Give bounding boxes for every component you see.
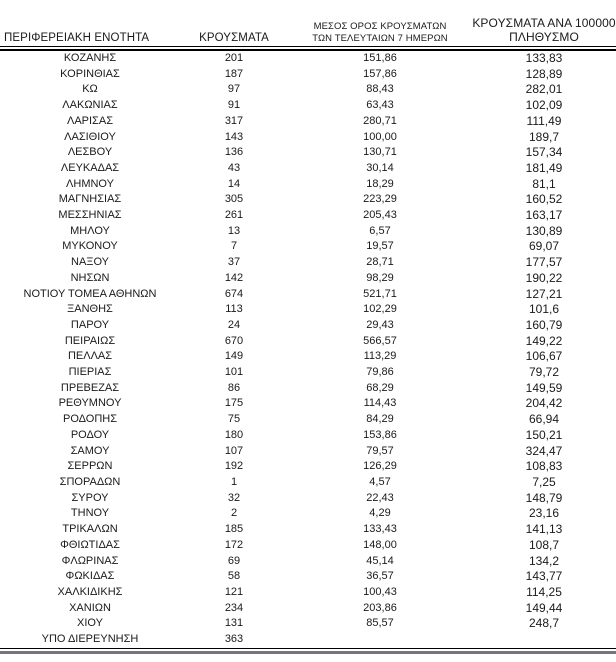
table-row xyxy=(0,50,616,67)
table-row xyxy=(0,459,616,475)
cell-region: ΦΩΚΙΔΑΣ xyxy=(65,570,115,583)
cell-avg7: 148,00 xyxy=(363,538,397,551)
cell-per100k: 106,67 xyxy=(525,349,563,364)
cell-per100k: 79,72 xyxy=(528,365,560,380)
cell-cases: 1 xyxy=(230,475,238,488)
cell-avg7: 113,29 xyxy=(363,350,397,363)
cell-region: ΡΟΔΟΠΗΣ xyxy=(62,413,118,426)
cell-region: ΣΕΡΡΩΝ xyxy=(67,460,113,473)
cell-avg7: 126,29 xyxy=(363,460,397,473)
cell-avg7: 566,57 xyxy=(363,334,397,347)
cell-per100k: 108,7 xyxy=(528,537,560,552)
cell-cases: 69 xyxy=(227,554,241,567)
cell-per100k: 204,42 xyxy=(525,396,563,411)
cell-avg7: 521,71 xyxy=(363,287,397,300)
col-header-cases: ΚΡΟΥΣΜΑΤΑ xyxy=(180,0,288,47)
table-row xyxy=(0,334,616,350)
cell-region: ΛΕΥΚΑΔΑΣ xyxy=(60,161,120,174)
table-row xyxy=(0,475,616,491)
cell-avg7: 100,43 xyxy=(363,585,397,598)
cell-per100k: 108,83 xyxy=(525,459,563,474)
cell-avg7 xyxy=(288,632,472,648)
cell-avg7: 100,00 xyxy=(363,130,397,143)
cell-region: ΠΕΛΛΑΣ xyxy=(67,350,113,363)
table-row xyxy=(0,145,616,161)
cell-avg7: 4,57 xyxy=(369,475,391,488)
cell-region: ΚΟΡΙΝΘΙΑΣ xyxy=(60,67,120,80)
cell-cases: 670 xyxy=(224,334,244,347)
cell-per100k: 149,22 xyxy=(525,333,563,348)
cell-cases: 674 xyxy=(224,287,244,300)
cell-avg7: 153,86 xyxy=(363,428,397,441)
cell-region: ΣΥΡΟΥ xyxy=(71,491,109,504)
cell-per100k: 114,25 xyxy=(526,584,562,599)
cell-avg7: 4,29 xyxy=(369,507,391,520)
table-row xyxy=(0,554,616,570)
cell-region: ΛΗΜΝΟΥ xyxy=(66,177,114,190)
cell-cases: 317 xyxy=(224,114,244,127)
table-row xyxy=(0,381,616,397)
cell-per100k: 190,22 xyxy=(525,270,563,285)
cell-region: ΡΕΘΥΜΝΟΥ xyxy=(58,397,122,410)
cell-cases: 101 xyxy=(224,366,244,379)
cell-region: ΧΑΛΚΙΔΙΚΗΣ xyxy=(57,585,123,598)
cell-per100k: 157,34 xyxy=(525,145,563,160)
cell-per100k: 66,94 xyxy=(528,412,560,427)
cell-per100k: 101,6 xyxy=(528,302,560,317)
table-row xyxy=(0,239,616,255)
cell-cases: 113 xyxy=(225,303,243,316)
table-row xyxy=(0,114,616,130)
cell-cases: 2 xyxy=(230,507,238,520)
cell-region: ΚΩ xyxy=(82,83,98,96)
table-row xyxy=(0,569,616,585)
cell-avg7: 45,14 xyxy=(366,554,394,567)
table-row xyxy=(0,161,616,177)
cell-avg7: 6,57 xyxy=(369,224,391,237)
cell-region: ΜΕΣΣΗΝΙΑΣ xyxy=(58,209,122,222)
cell-avg7: 79,86 xyxy=(366,366,394,379)
cell-cases: 97 xyxy=(227,83,241,96)
cell-region: ΛΑΣΙΘΙΟΥ xyxy=(64,130,116,143)
cell-per100k: 23,16 xyxy=(528,506,560,521)
cell-cases: 131 xyxy=(224,617,244,630)
cell-avg7: 203,86 xyxy=(363,601,397,614)
col-header-avg7 xyxy=(288,0,472,47)
cell-avg7: 18,29 xyxy=(366,177,394,190)
cell-avg7: 280,71 xyxy=(363,114,397,127)
cell-region: ΧΙΟΥ xyxy=(77,617,103,630)
cell-avg7: 19,57 xyxy=(366,240,394,253)
cell-cases: 192 xyxy=(224,460,244,473)
cell-per100k: 143,77 xyxy=(525,569,563,584)
table-row xyxy=(0,287,616,303)
cell-cases: 24 xyxy=(227,318,241,331)
cell-cases: 201 xyxy=(224,52,244,64)
cell-cases: 180 xyxy=(224,428,244,441)
cell-avg7: 130,71 xyxy=(363,146,397,159)
cell-avg7: 133,43 xyxy=(363,523,397,536)
table-row xyxy=(0,98,616,114)
cell-per100k: 69,07 xyxy=(528,239,560,254)
col-header-avg7-line2: ΤΩΝ ΤΕΛΕΥΤΑΙΩΝ 7 ΗΜΕΡΩΝ xyxy=(312,32,448,44)
table-row xyxy=(0,192,616,208)
cell-region: ΛΑΚΩΝΙΑΣ xyxy=(62,99,118,112)
cell-region: ΚΟΖΑΝΗΣ xyxy=(63,52,117,64)
cell-cases: 37 xyxy=(227,256,241,269)
col-header-per100k-line2: ΠΛΗΘΥΣΜΟ xyxy=(509,29,579,44)
table-row xyxy=(0,428,616,444)
cell-avg7: 85,57 xyxy=(366,617,394,630)
table-row xyxy=(0,491,616,507)
cell-per100k: 324,47 xyxy=(525,443,563,458)
table-row xyxy=(0,365,616,381)
cell-cases: 13 xyxy=(227,224,241,237)
cell-per100k: 149,59 xyxy=(525,380,563,395)
cell-region: ΥΠΟ ΔΙΕΡΕΥΝΗΣΗ xyxy=(0,632,180,648)
table-row xyxy=(0,538,616,554)
cell-avg7: 79,57 xyxy=(366,444,394,457)
cell-cases: 305 xyxy=(224,193,244,206)
cell-avg7: 223,29 xyxy=(363,193,397,206)
cell-per100k: 177,57 xyxy=(525,255,563,270)
col-header-region: ΠΕΡΙΦΕΡΕΙΑΚΗ ΕΝΟΤΗΤΑ xyxy=(0,0,180,47)
cell-per100k: 111,49 xyxy=(526,113,562,128)
cell-per100k: 102,09 xyxy=(525,98,563,113)
col-header-avg7-line1: ΜΕΣΟΣ ΟΡΟΣ ΚΡΟΥΣΜΑΤΩΝ xyxy=(313,21,447,32)
cell-per100k: 160,79 xyxy=(525,317,563,332)
cell-cases: 32 xyxy=(227,491,241,504)
cell-region: ΤΗΝΟΥ xyxy=(70,507,110,520)
cell-cases: 172 xyxy=(224,538,244,551)
col-header-per100k xyxy=(472,0,616,47)
cell-region: ΜΥΚΟΝΟΥ xyxy=(62,240,118,253)
cell-per100k: 141,13 xyxy=(525,522,563,537)
table-row xyxy=(0,271,616,287)
cell-per100k: 149,44 xyxy=(525,600,563,615)
cell-cases: 91 xyxy=(227,99,241,112)
cell-per100k: 7,25 xyxy=(532,474,556,489)
cell-cases: 86 xyxy=(227,381,241,394)
table-footer xyxy=(0,648,616,652)
cell-cases: 363 xyxy=(180,632,288,648)
table-row xyxy=(0,82,616,98)
cell-avg7: 88,43 xyxy=(366,83,394,96)
table-row xyxy=(0,177,616,193)
cell-per100k: 282,01 xyxy=(525,82,563,97)
cell-cases: 175 xyxy=(224,397,244,410)
cell-avg7: 28,71 xyxy=(366,256,394,269)
cell-region: ΝΟΤΙΟΥ ΤΟΜΕΑ ΑΘΗΝΩΝ xyxy=(23,287,157,300)
table-row xyxy=(0,318,616,334)
cell-cases: 7 xyxy=(230,240,238,253)
cell-per100k: 130,89 xyxy=(525,223,563,238)
cell-avg7: 22,43 xyxy=(366,491,394,504)
cell-cases: 14 xyxy=(227,177,241,190)
cell-cases: 149 xyxy=(224,350,244,363)
cell-region: ΛΕΣΒΟΥ xyxy=(67,146,113,159)
cell-cases: 75 xyxy=(227,413,241,426)
cell-avg7: 157,86 xyxy=(363,67,397,80)
cell-region: ΦΘΙΩΤΙΔΑΣ xyxy=(60,538,120,551)
cell-region: ΛΑΡΙΣΑΣ xyxy=(66,114,113,127)
cell-per100k xyxy=(472,632,616,648)
table-row xyxy=(0,67,616,83)
cell-cases: 261 xyxy=(224,209,244,222)
cell-per100k: 248,7 xyxy=(528,616,560,631)
table-row xyxy=(0,616,616,632)
cell-cases: 107 xyxy=(224,444,244,457)
table-row xyxy=(0,396,616,412)
table-row xyxy=(0,632,616,648)
cell-per100k: 133,83 xyxy=(525,51,563,65)
table-bottom-rule xyxy=(0,648,616,652)
cell-avg7: 114,43 xyxy=(363,397,397,410)
cell-per100k: 128,89 xyxy=(525,66,563,81)
cell-avg7: 102,29 xyxy=(363,303,397,316)
table-row xyxy=(0,585,616,601)
cell-region: ΧΑΝΙΩΝ xyxy=(69,601,111,614)
cell-avg7: 84,29 xyxy=(366,413,394,426)
cell-cases: 142 xyxy=(224,271,244,284)
table-row xyxy=(0,444,616,460)
cell-cases: 143 xyxy=(224,130,244,143)
table-row xyxy=(0,522,616,538)
cell-per100k: 181,49 xyxy=(525,160,563,175)
cell-per100k: 150,21 xyxy=(525,427,563,442)
cell-per100k: 127,21 xyxy=(525,286,563,301)
cell-region: ΝΗΣΩΝ xyxy=(70,271,110,284)
cell-region: ΠΕΙΡΑΙΩΣ xyxy=(64,334,116,347)
cell-region: ΠΙΕΡΙΑΣ xyxy=(68,366,112,379)
cell-avg7: 36,57 xyxy=(366,570,394,583)
cell-per100k: 148,79 xyxy=(525,490,563,505)
table-row xyxy=(0,130,616,146)
table-row xyxy=(0,412,616,428)
cell-region: ΜΑΓΝΗΣΙΑΣ xyxy=(58,193,122,206)
cell-avg7: 98,29 xyxy=(366,271,394,284)
cell-region: ΣΑΜΟΥ xyxy=(70,444,110,457)
cell-cases: 234 xyxy=(224,601,244,614)
cell-avg7: 205,43 xyxy=(363,209,397,222)
cell-cases: 136 xyxy=(224,146,244,159)
cell-per100k: 134,2 xyxy=(528,553,560,568)
table-row xyxy=(0,224,616,240)
cell-per100k: 189,7 xyxy=(528,129,560,144)
cell-region: ΝΑΞΟΥ xyxy=(71,256,109,269)
cell-avg7: 68,29 xyxy=(366,381,394,394)
cell-per100k: 160,52 xyxy=(525,192,563,207)
col-header-per100k-line1: ΚΡΟΥΣΜΑΤΑ ΑΝΑ 100000 xyxy=(472,16,616,30)
cell-region: ΞΑΝΘΗΣ xyxy=(67,303,113,316)
cell-per100k: 81,1 xyxy=(532,176,556,191)
cell-region: ΣΠΟΡΑΔΩΝ xyxy=(59,475,121,488)
table-body xyxy=(0,47,616,649)
cell-avg7: 151,86 xyxy=(363,52,397,64)
cell-avg7: 29,43 xyxy=(366,318,394,331)
table-header xyxy=(0,0,616,47)
cell-region: ΠΑΡΟΥ xyxy=(70,318,110,331)
table-row xyxy=(0,506,616,522)
cell-per100k: 163,17 xyxy=(525,208,563,223)
cell-cases: 185 xyxy=(224,523,244,536)
cell-region: ΡΟΔΟΥ xyxy=(70,428,110,441)
cell-cases: 121 xyxy=(224,585,244,598)
table-row xyxy=(0,255,616,271)
cell-region: ΤΡΙΚΑΛΩΝ xyxy=(62,523,118,536)
cell-cases: 43 xyxy=(227,161,241,174)
cell-region: ΠΡΕΒΕΖΑΣ xyxy=(60,381,120,394)
table-row xyxy=(0,302,616,318)
cell-cases: 58 xyxy=(227,570,241,583)
table-row xyxy=(0,208,616,224)
cell-region: ΜΗΛΟΥ xyxy=(70,224,110,237)
table-row xyxy=(0,349,616,365)
cell-cases: 187 xyxy=(224,67,244,80)
cell-avg7: 63,43 xyxy=(366,99,394,112)
table-row xyxy=(0,601,616,617)
cell-region: ΦΛΩΡΙΝΑΣ xyxy=(61,554,119,567)
header-row xyxy=(0,0,616,47)
cell-avg7: 30,14 xyxy=(366,161,394,174)
